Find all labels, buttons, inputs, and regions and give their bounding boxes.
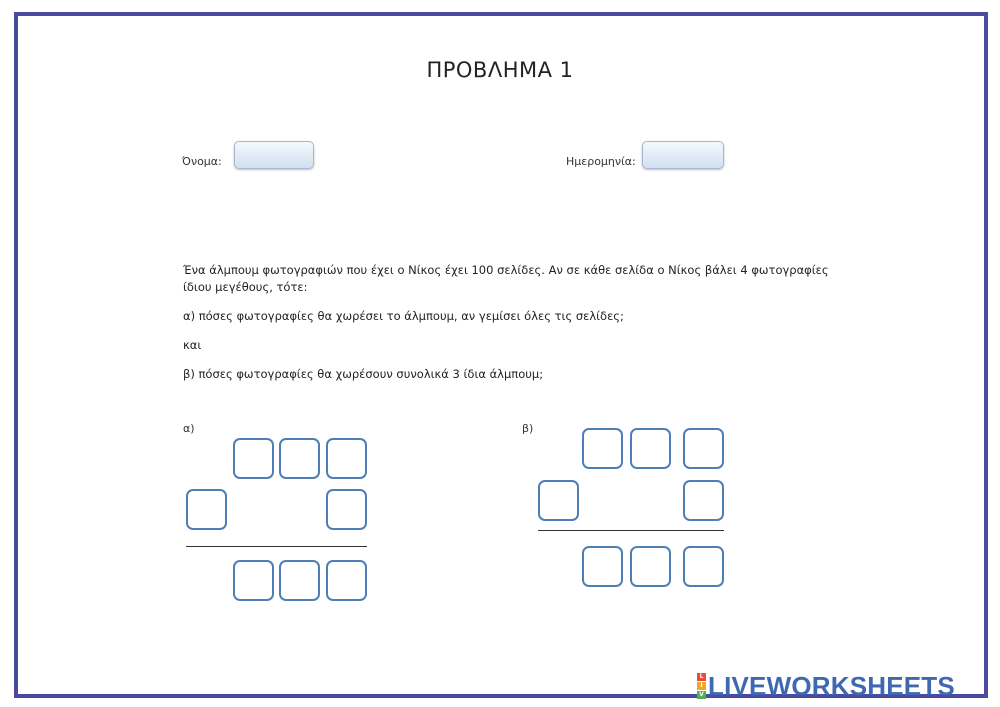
logo-text: LIVEWORKSHEETS [708,670,955,701]
work-b-multiplicand-digit-1[interactable] [582,428,623,469]
work-a-result-digit-1[interactable] [233,560,274,601]
logo-mark-letter: V [697,691,706,699]
name-label: Όνομα: [182,155,222,168]
work-a-label: α) [183,422,195,435]
work-b-result-digit-3[interactable] [683,546,724,587]
logo-mark-letter: L [697,673,706,681]
work-b-result-line [538,530,724,531]
work-b-multiplier-digit[interactable] [683,480,724,521]
work-a-multiplicand-digit-3[interactable] [326,438,367,479]
work-a-multiplicand-digit-1[interactable] [233,438,274,479]
date-label: Ημερομηνία: [566,155,636,168]
work-a-operator-box[interactable] [186,489,227,530]
work-a-multiplier-digit[interactable] [326,489,367,530]
work-a-result-digit-2[interactable] [279,560,320,601]
liveworksheets-mark-icon [697,673,706,699]
problem-statement-line1: Ένα άλμπουμ φωτογραφιών που έχει ο Νίκος έχει 100 σελίδες. Αν σε κάθε σελίδα ο Νίκος βάλει 4 φωτογραφίες [183,263,829,277]
name-input[interactable] [234,141,314,169]
page-title: ΠΡΟΒΛΗΜΑ 1 [426,58,574,82]
work-a-result-line [186,546,367,547]
conjunction-text: και [183,338,202,352]
liveworksheets-logo[interactable] [697,671,955,701]
question-b: β) πόσες φωτογραφίες θα χωρέσουν συνολικά 3 ίδια άλμπουμ; [183,367,544,381]
page-frame [14,12,988,698]
work-b-label: β) [522,422,534,435]
date-input[interactable] [642,141,724,169]
work-b-multiplicand-digit-2[interactable] [630,428,671,469]
work-a-result-digit-3[interactable] [326,560,367,601]
work-b-result-digit-1[interactable] [582,546,623,587]
work-b-multiplicand-digit-3[interactable] [683,428,724,469]
logo-mark-letter: I [697,682,706,690]
work-b-operator-box[interactable] [538,480,579,521]
work-a-multiplicand-digit-2[interactable] [279,438,320,479]
work-b-result-digit-2[interactable] [630,546,671,587]
question-a: α) πόσες φωτογραφίες θα χωρέσει το άλμπουμ, αν γεμίσει όλες τις σελίδες; [183,309,624,323]
problem-statement-line2: ίδιου μεγέθους, τότε: [183,280,308,294]
